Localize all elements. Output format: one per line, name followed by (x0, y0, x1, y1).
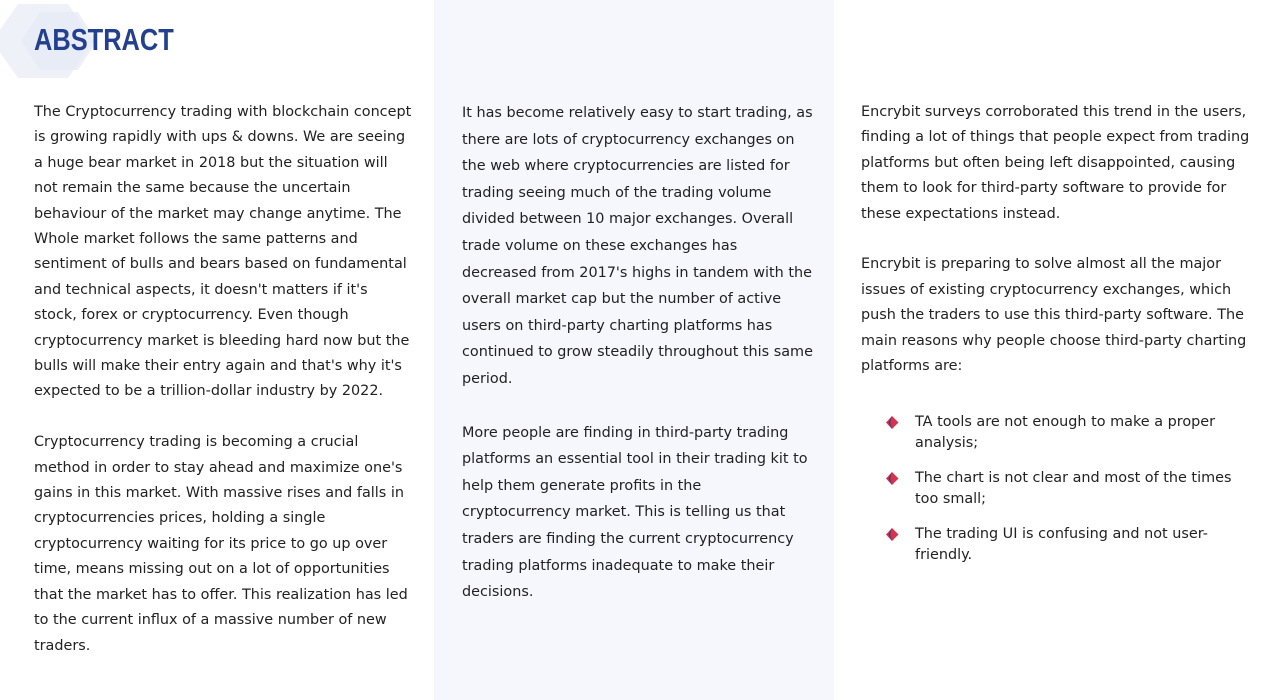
paragraph: More people are finding in third-party trading platforms an essential tool in their trading kit to help them generate profits in the cryptocurrency market. This is telling us that traders are finding the current cryptocurrency trading platforms inadequate to make their decisions. (462, 424, 808, 601)
column-middle (462, 100, 814, 606)
list-item (861, 468, 1251, 510)
diamond-bullet-icon (886, 528, 900, 541)
page-title: ABSTRACT (34, 22, 174, 57)
paragraph: Encrybit surveys corroborated this trend in the users, finding a lot of things that people expect from trading platforms but often being left disappointed, causing them to look for third-party software to provide for these expectations instead. (861, 104, 1250, 222)
paragraph: Encrybit is preparing to solve almost all the major issues of existing cryptocurrency exchanges, which push the traders to use this third-party software. The main reasons why people choose third-party charting platforms are: (861, 256, 1247, 375)
list-item-text: The chart is not clear and most of the times too small; (915, 470, 1232, 508)
column-right (861, 100, 1251, 580)
paragraph: Cryptocurrency trading is becoming a crucial method in order to stay ahead and maximize one's gains in this market. With massive rises and falls in cryptocurrencies prices, holding a single cryptocurrency waiting for its price to go up over time, means missing out on a lot of opportunities that the market has to offer. This realization has led to the current influx of a massive number of new traders. (34, 434, 408, 654)
column-left (34, 100, 414, 659)
list-item-text: The trading UI is confusing and not user-friendly. (915, 526, 1208, 564)
list-item-text: TA tools are not enough to make a proper analysis; (915, 414, 1216, 452)
diamond-bullet-icon (886, 416, 900, 429)
diamond-bullet-icon (886, 472, 900, 485)
reasons-list (861, 412, 1251, 566)
list-item (861, 524, 1251, 566)
paragraph: The Cryptocurrency trading with blockchain concept is growing rapidly with ups & downs. We are seeing a huge bear market in 2018 but the situation will not remain the same because the uncertain behaviour of the market may change anytime. The Whole market follows the same patterns and sentiment of bulls and bears based on fundamental and technical aspects, it doesn't matters if it's stock, forex or cryptocurrency. Even though cryptocurrency market is bleeding hard now but the bulls will make their entry again and that's why it's expected to be a trillion-dollar industry by 2022. (34, 104, 412, 400)
list-item (861, 412, 1251, 454)
paragraph: It has become relatively easy to start trading, as there are lots of cryptocurrency exchanges on the web where cryptocurrencies are listed for trading seeing much of the trading volume divided between 10 major exchanges. Overall trade volume on these exchanges has decreased from 2017's highs in tandem with the overall market cap but the number of active users on third-party charting platforms has continued to grow steadily throughout this same period. (462, 105, 813, 387)
